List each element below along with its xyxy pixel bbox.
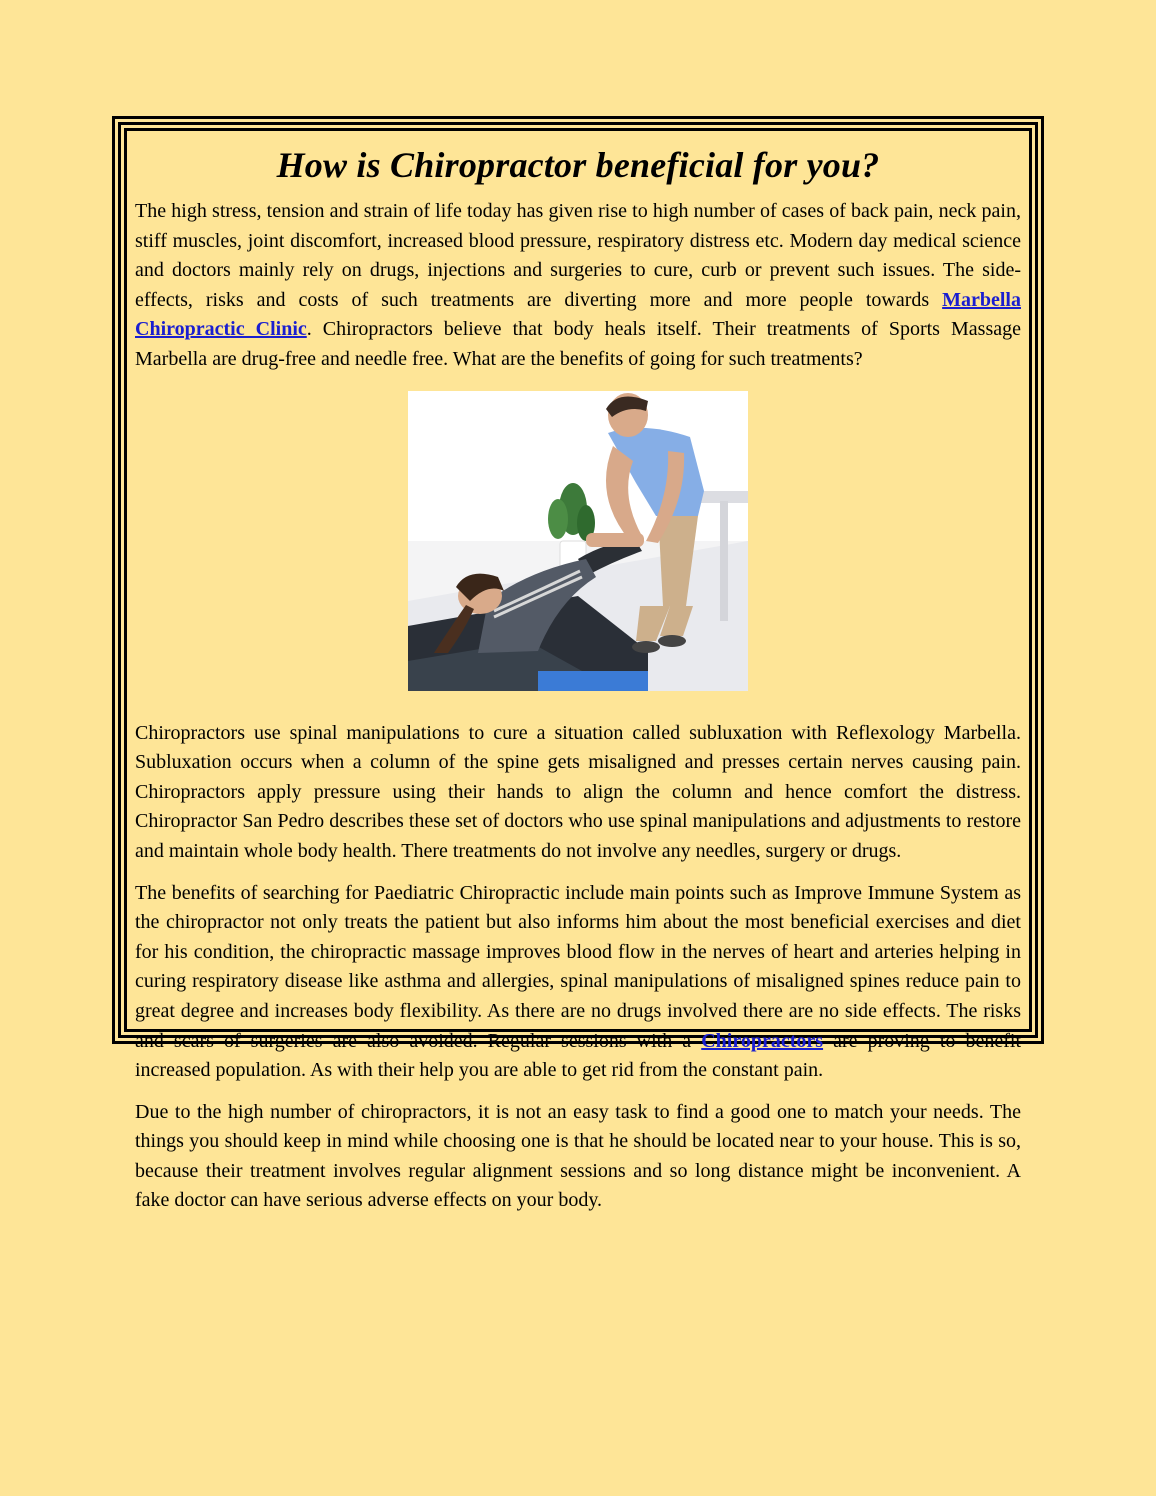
marbella-chiropractic-clinic-link[interactable]: Marbella Chiropractic Clinic — [135, 288, 1021, 341]
page-border-middle — [118, 122, 1038, 1212]
page-border-outer — [112, 116, 1044, 1212]
benefits-text-after: are proving to benefit increased population. As with their help you are able to get rid from the constant pain. — [135, 1029, 1021, 1082]
article-container — [124, 128, 1032, 1212]
choosing-chiropractor-paragraph: Due to the high number of chiropractors, it is not an easy task to find a good one to match your needs. The things you should keep in mind while choosing one is that he should be located near to your house. This is so, because their treatment involves regular alignment sessions and so long distance might be inconvenient. A fake doctor can have serious adverse effects on your body. — [135, 1100, 1021, 1212]
article-title: How is Chiropractor beneficial for you? — [276, 145, 880, 185]
chiropractor-treatment-photo — [408, 391, 748, 691]
benefits-text-before: The benefits of searching for Paediatric Chiropractic include main points such as Improve Immune System as the chiropractor not only treats the patient but also informs him about the most beneficial exercises and diet for his condition, the chiropractic massage improves blood flow in the nerves of heart and arteries helping in curing respiratory disease like asthma and allergies, spinal manipulations of misaligned spines reduce pain to great degree and increases body flexibility. As there are no drugs involved there are no side effects. The risks and scars of surgeries are also avoided. Regular sessions with a — [135, 881, 1021, 1052]
intro-text-before: The high stress, tension and strain of life today has given rise to high number of cases of back pain, neck pain, stiff muscles, joint discomfort, increased blood pressure, respiratory distress etc. Modern day medical science and doctors mainly rely on drugs, injections and surgeries to cure, curb or prevent such issues. The side-effects, risks and costs of such treatments are diverting more and more people towards — [135, 200, 1021, 311]
intro-text-after: . Chiropractors believe that body heals itself. Their treatments of Sports Massage Marbella are drug-free and needle free. What are the benefits of going for such treatments? — [135, 318, 1021, 370]
subluxation-paragraph: Chiropractors use spinal manipulations to cure a situation called subluxation with Reflexology Marbella. Subluxation occurs when a column of the spine gets misaligned and presses certain nerves causing pain. Chiropractors apply pressure using their hands to align the column and hence comfort the distress. Chiropractor San Pedro describes these set of doctors who use spinal manipulations and adjustments to restore and maintain whole body health. There treatments do not involve any needles, surgery or drugs. — [135, 721, 1021, 862]
intro-paragraph — [135, 197, 1021, 375]
benefits-paragraph — [135, 879, 1021, 1086]
chiropractors-link[interactable]: Chiropractors — [701, 1029, 824, 1052]
